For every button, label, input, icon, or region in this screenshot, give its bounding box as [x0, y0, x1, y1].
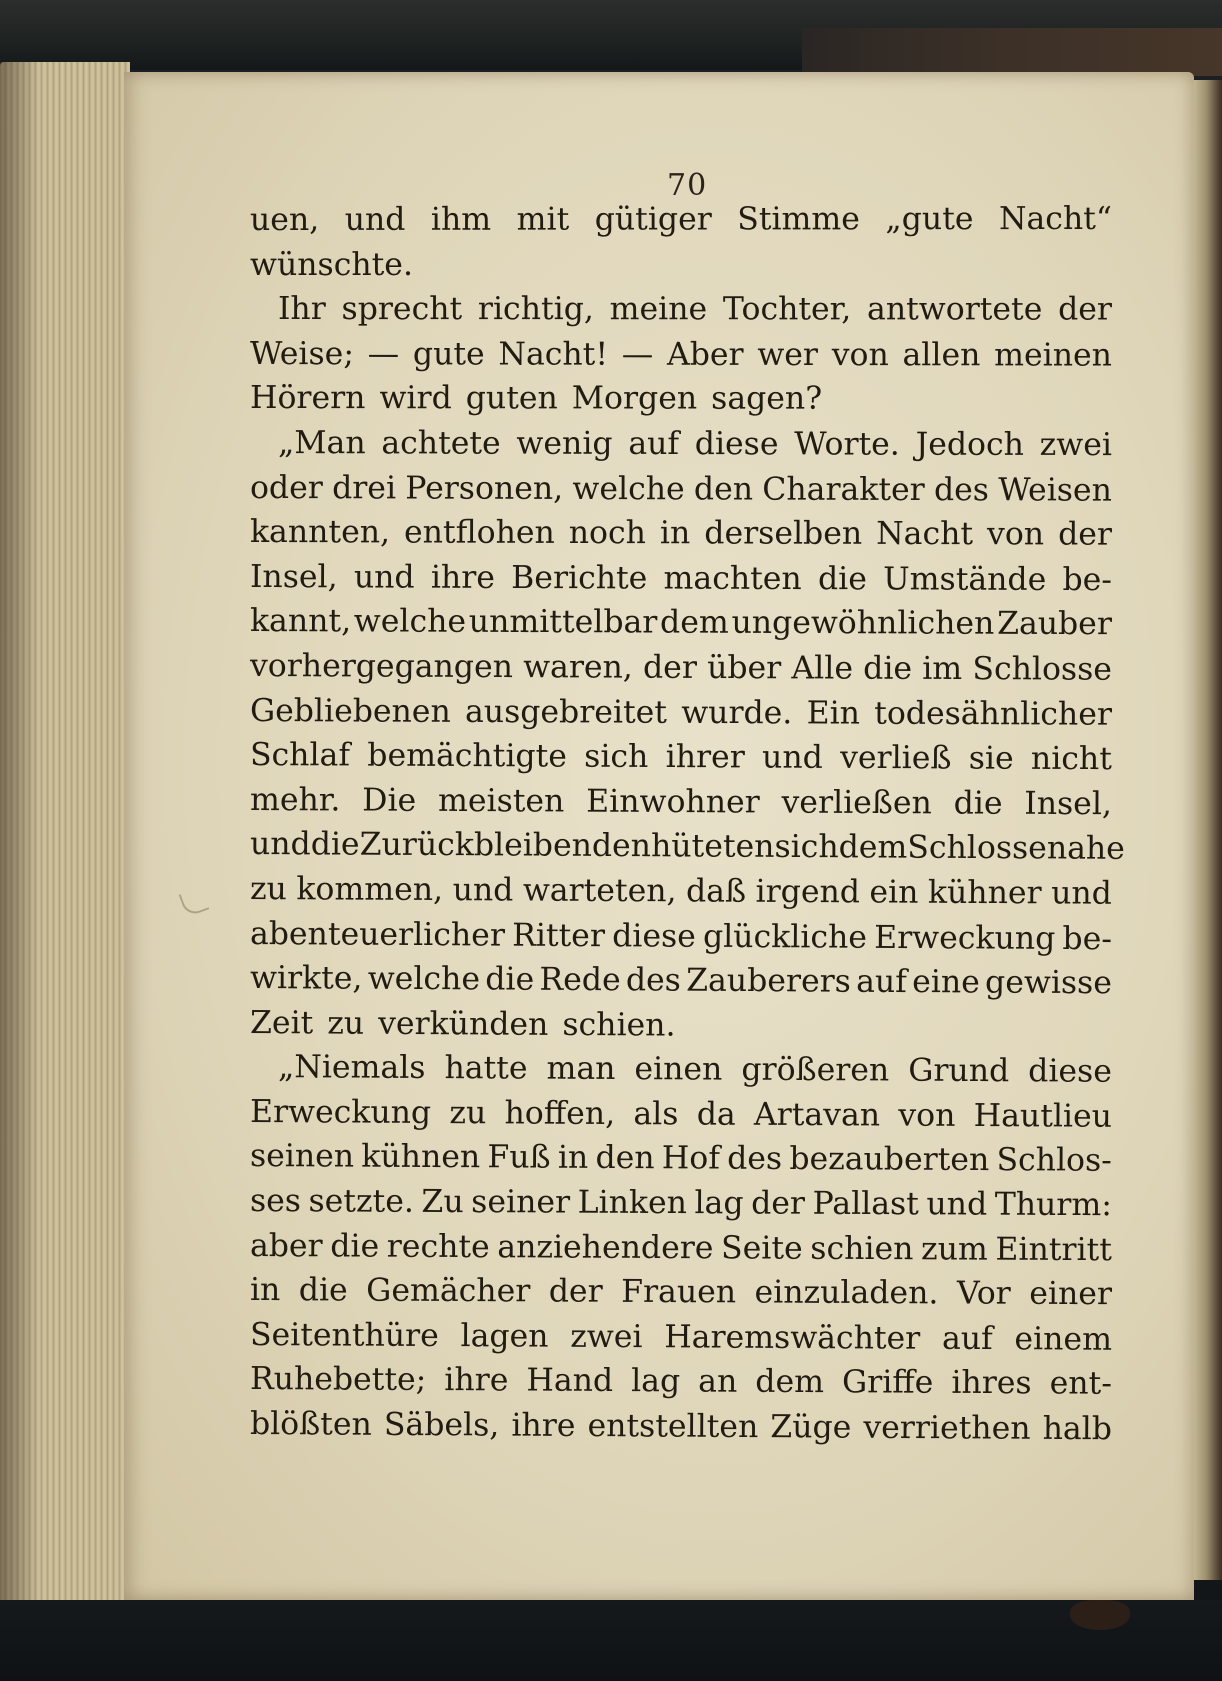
text-line: kannten, entflohen noch in derselben Nacht von der [249, 514, 1113, 553]
text-line: Ihr sprecht richtig, meine Tochter, antwortete der [277, 291, 1112, 328]
text-line: und die Zurückbleibenden hüteten sich dem Schlosse nahe [249, 826, 1125, 868]
text-line: „Man achtete wenig auf diese Worte. Jedoch zwei [277, 425, 1112, 464]
text-line: vorhergegangen waren, der über Alle die im Schlosse [249, 647, 1113, 688]
bookmark-ribbon [1070, 1600, 1130, 1630]
text-line: mehr. Die meisten Einwohner verließen die Insel, [249, 781, 1113, 822]
text-line: uen, und ihm mit gütiger Stimme „gute Nacht“ [249, 200, 1113, 238]
text-line: ses setzte. Zu seiner Linken lag der Pallast und Thurm: [249, 1183, 1112, 1224]
text-line: aber die rechte anziehendere Seite schien zum Eintritt [249, 1227, 1113, 1268]
text-line: „Niemals hatte man einen größeren Grund diese [277, 1049, 1113, 1091]
text-line: Schlaf bemächtigte sich ihrer und verließ sie nicht [249, 737, 1113, 778]
text-line: Gebliebenen ausgebreitet wurde. Ein todesähnlicher [249, 692, 1113, 733]
text-line: Insel, und ihre Berichte machten die Umstände be- [249, 558, 1113, 598]
text-line: seinen kühnen Fuß in den Hof des bezauberten Schlos- [249, 1138, 1112, 1180]
text-line: Zeit zu verkünden schien. [249, 1004, 676, 1044]
text-line: zu kommen, und warteten, daß irgend ein kühner und [249, 870, 1112, 912]
text-line: in die Gemächer der Frauen einzuladen. Vor einer [249, 1272, 1113, 1313]
book-cover-bottom [0, 1600, 1222, 1681]
text-line: Weise; — gute Nacht! — Aber wer von allen meinen [249, 335, 1112, 374]
text-line: Seitenthüre lagen zwei Haremswächter auf einem [249, 1316, 1113, 1358]
text-line: wirkte, welche die Rede des Zauberers auf eine gewisse [249, 960, 1113, 1002]
text-line: Erweckung zu hoffen, als da Artavan von Hautlieu [249, 1093, 1113, 1135]
page-edge-right [1190, 80, 1222, 1580]
text-line: blößten Säbels, ihre entstellten Züge verriethen halb [249, 1406, 1113, 1448]
text-line: abenteuerlicher Ritter diese glückliche Erweckung be- [249, 915, 1113, 957]
text-line: oder drei Personen, welche den Charakter des Weisen [249, 469, 1112, 509]
text-line: Hörern wird guten Morgen sagen? [249, 380, 823, 418]
text-line: wünschte. [249, 246, 413, 283]
book-cover-spine-edge [802, 28, 1222, 76]
page-number: 70 [667, 168, 708, 203]
text-line: kannt, welche unmittelbar dem ungewöhnlichen Zauber [249, 603, 1112, 643]
text-line: Ruhebette; ihre Hand lag an dem Griffe ihres ent- [249, 1361, 1113, 1403]
page-stack-shadow [0, 62, 40, 1602]
page-text-block [249, 198, 1125, 1448]
